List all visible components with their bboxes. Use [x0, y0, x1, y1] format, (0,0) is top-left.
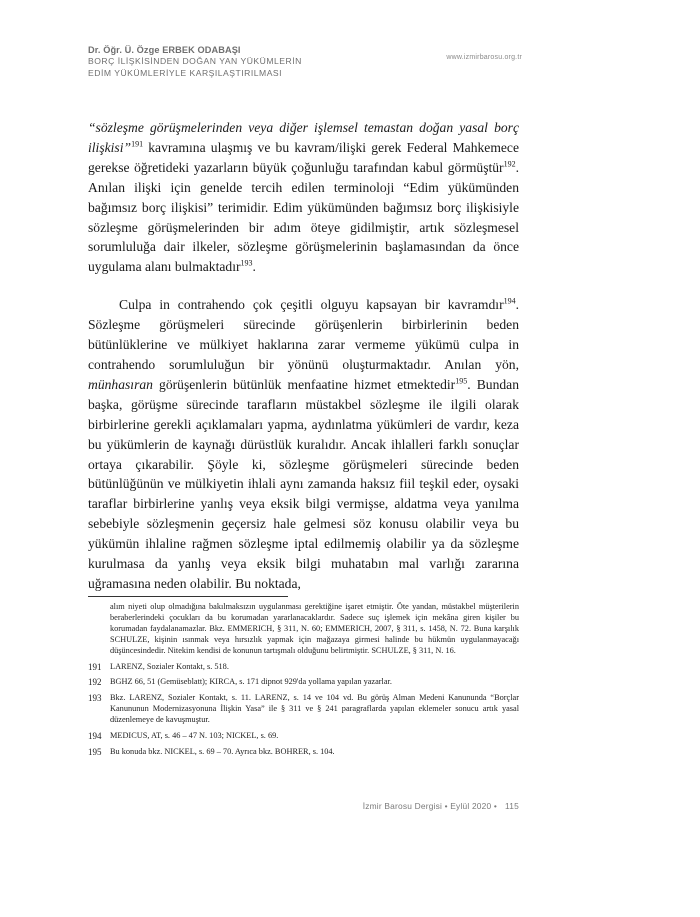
footnote-separator — [88, 596, 288, 597]
paragraph-2-text-b: . Sözleşme görüşmeleri sürecinde görüşenlerin birbirlerinin beden bütünlüklerine ve mülkiyet haklarına zarar vermeme yükümü culpa in contrahendo sorumluluğun bir yönünü oluşturmaktadır. Anılan yön, — [88, 297, 519, 372]
italic-quote: “sözleşme görüşmelerinden veya diğer işlemsel temastan doğan yasal borç ilişkisi” — [88, 120, 519, 155]
footnote-number: 195 — [88, 746, 102, 757]
footnote-text: Bkz. LARENZ, Sozialer Kontakt, s. 11. LARENZ, s. 14 ve 104 vd. Bu görüş Alman Medeni Kanununda “Borçlar Kanununun Modernizasyonuna İlişkin Yasa” ile § 311 ve § 241 paragraflarda yapılan eklemeler sonucu artık yasal düzenlemeye de kavuşmuştur. — [110, 693, 519, 725]
footnote-ref-191: 191 — [131, 139, 144, 149]
paragraph-2-text-c: görüşenlerin bütünlük menfaatine hizmet etmektedir — [152, 376, 456, 392]
page-number: 115 — [505, 801, 519, 811]
footnote-ref-195: 195 — [455, 376, 468, 386]
footnote-ref-194: 194 — [503, 296, 516, 306]
footnote-text: MEDICUS, AT, s. 46 – 47 N. 103; NICKEL, s. 69. — [110, 731, 279, 741]
footnote-text: LARENZ, Sozialer Kontakt, s. 518. — [110, 661, 229, 671]
article-title-line-2: EDİM YÜKÜMLERİYLE KARŞILAŞTIRILMASI — [88, 67, 283, 78]
footnote-item — [88, 677, 519, 688]
website-url: www.izmirbarosu.org.tr — [446, 54, 522, 61]
footnote-number: 194 — [88, 731, 102, 742]
paragraph-2-text-d: . Bundan başka, görüşme sürecinde tarafların müstakbel sözleşme ile ilgili olarak birbirlerine gerekli açıklamaları yapma, aydınlatma yükümleri de vardır, keza bu yükümlerin de kaynağı dürüstlük kuralıdır. Ancak ihlalleri farklı sonuçlar ortaya çıkarabilir. Şöyle ki, sözleşme görüşmeleri sürecinde beden bütünlüğünün ve mülkiyetin ihlali aynı zamanda haksız fiil teşkil eder, oysaki taraflar birbirlerine yanlış veya eksik bilgi vermişse, aldatma veya yanılma sebebiyle sözleşmenin geçersiz hale gelmesi söz konusu olabilir veya bu yükümün ihlaline rağmen sözleşme iptal edilmemiş olabilir ya da sözleşme kurulmasa da yanlış veya eksik bilgi muhatabın mal varlığı zararına uğramasına neden olabilir. Bu noktada, — [88, 376, 519, 591]
page-footer — [320, 801, 519, 811]
footnote-continuation: alım niyeti olup olmadığına bakılmaksızın uygulanması gerektiğine işaret etmiştir. Öte yandan, müstakbel müşterilerin beraberlerindeki çocukları da bu korumadan yararlanacaklardır. Sadece suç işlemek için mekâna giren kişiler bu korumadan faydalanamazlar. Bkz. EMMERICH, § 311, N. 60; EMMERICH, 2007, § 311, s. 1458, N. 72. Buna karşılık SCHULZE, kişinin ısınmak veya hırsızlık yapmak için mağazaya girmesi halinde bu hükmün uygulanmayacağı düşüncesindedir. Nitekim kendisi de konunun tartışmalı olduğunu belirtmiştir. SCHULZE, § 311, N. 16. — [110, 602, 519, 655]
footnote-item — [88, 747, 519, 758]
author-name: Dr. Öğr. Ü. Özge ERBEK ODABAŞI — [88, 45, 241, 55]
footnote-item — [88, 662, 519, 673]
italic-word: münhasıran — [88, 376, 153, 392]
journal-name: İzmir Barosu Dergisi • Eylül 2020 • — [362, 801, 498, 811]
main-text — [88, 118, 519, 594]
paragraph-1-text-a: kavramına ulaşmış ve bu kavram/ilişki gerek Federal Mahkemece gerekse öğretideki yazarların büyük çoğunluğu tarafından kabul görmüştür — [88, 139, 519, 175]
paragraph-1 — [88, 118, 519, 277]
footnote-text: BGHZ 66, 51 (Gemüseblatt); KIRCA, s. 171 dipnot 929'da yollama yapılan yazarlar. — [110, 677, 392, 687]
running-header — [88, 44, 528, 79]
paragraph-2 — [88, 295, 519, 594]
paragraph-1-text-b: . Anılan ilişki için genelde tercih edilen terminoloji “Edim yükümünden bağımsız borç ilişkisi” terimidir. Edim yükümünden bağımsız borç ilişkisiyle sözleşme görüşmelerinden bir adım öteye gidilmiştir, artık sözleşmesel sorumluluğa dair ilkeler, sözleşme görüşmelerinin başlamasından da önce uygulama alanı bulmaktadır — [88, 159, 519, 275]
footnotes — [88, 602, 519, 763]
footnote-number: 191 — [88, 661, 102, 672]
paragraph-1-text-c: . — [252, 259, 256, 275]
footnote-item — [88, 693, 519, 726]
footnote-number: 193 — [88, 693, 102, 704]
footnote-text: Bu konuda bkz. NICKEL, s. 69 – 70. Ayrıca bkz. BOHRER, s. 104. — [110, 746, 335, 756]
footnote-ref-192: 192 — [503, 159, 516, 169]
footnote-ref-193: 193 — [240, 258, 253, 268]
footnote-item — [88, 731, 519, 742]
footnote-number: 192 — [88, 677, 102, 688]
article-title-line-1: BORÇ İLİŞKİSİNDEN DOĞAN YAN YÜKÜMLERİN — [88, 56, 302, 66]
paragraph-2-text-a: Culpa in contrahendo çok çeşitli olguyu kapsayan bir kavramdır — [119, 297, 504, 313]
